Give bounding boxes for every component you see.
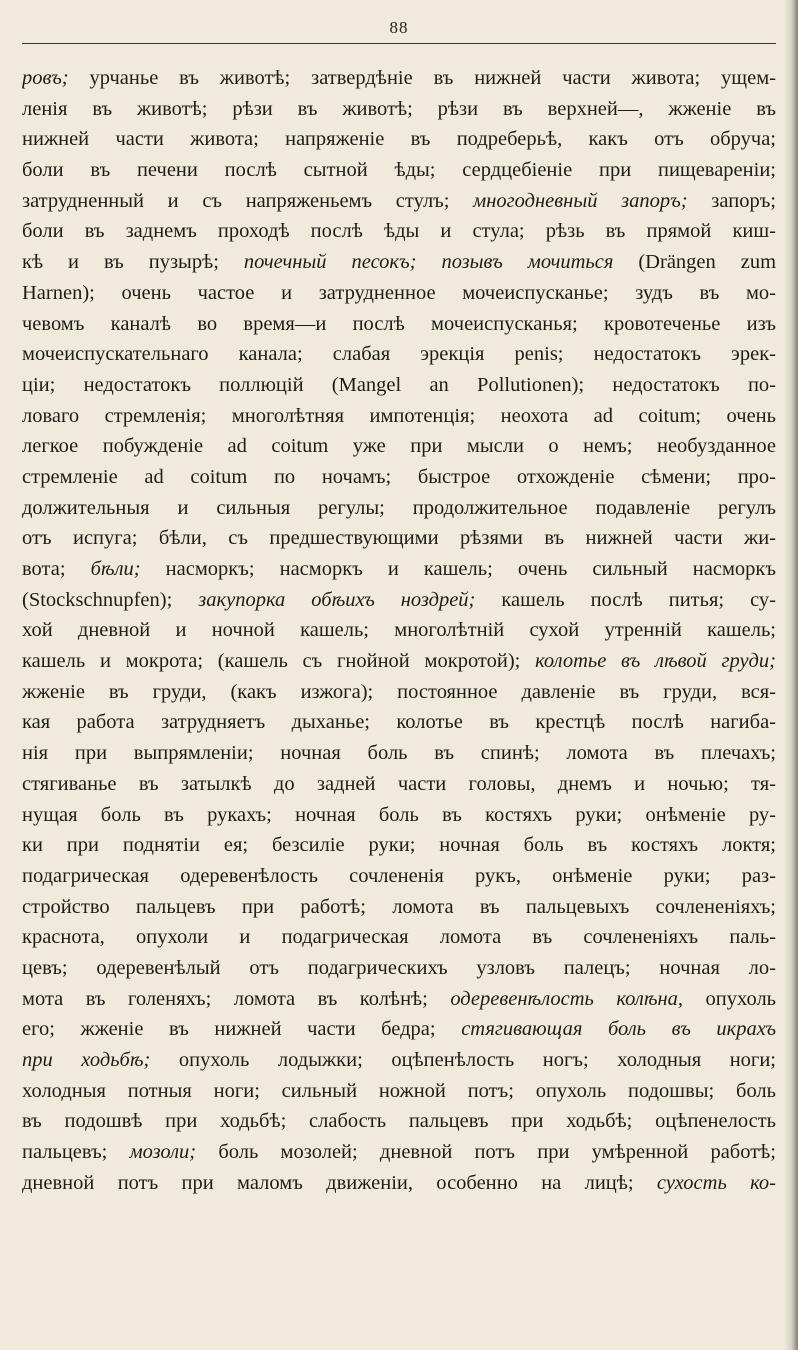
text-line [22,370,776,401]
italic-term: при ходьбѣ; [22,1049,151,1071]
text-line [22,63,776,94]
text-segment: Harnen); очень частое и затрудненное мочеиспусканье; зудъ въ мо- [22,281,776,304]
text-line [22,94,776,125]
text-line [22,401,776,432]
italic-term: мозоли; [129,1141,197,1164]
text-line [22,462,776,493]
italic-term: стягивающая боль въ икрахъ [461,1018,776,1041]
text-line [22,1014,776,1045]
text-segment: стремленіе ad coitum по ночамъ; быстрое отхожденіе сѣмени; про- [22,465,776,488]
text-segment: кѣ и въ пузырѣ; [22,251,244,274]
text-line [22,186,776,217]
text-segment: цевъ; одеревенѣлый отъ подагрическихъ узловъ палецъ; ночная ло- [22,956,776,979]
text-segment: жженіе въ груди, (какъ изжога); постоянное давленіе въ груди, вся- [22,680,776,703]
text-line [22,1168,776,1199]
text-segment: опухоль [683,987,776,1010]
italic-term: многодневный запоръ; [473,189,688,212]
text-segment: его; жженіе въ нижней части бедра; [22,1018,462,1041]
text-line [22,984,776,1015]
text-segment: (Drängen zum [613,251,776,274]
text-segment: холодныя потныя ноги; сильный ножной потъ; опухоль подошвы; боль [22,1079,776,1102]
text-segment: боли въ заднемъ проходѣ послѣ ѣды и стула; рѣзь въ прямой киш- [22,220,776,243]
text-line [22,1076,776,1107]
italic-term: почечный песокъ; позывъ мочиться [243,251,614,274]
page-edge-shadow [784,0,798,1350]
text-segment: боль мозолей; дневной потъ при умѣренной работѣ; [196,1141,776,1164]
italic-term: сухость ко- [656,1171,776,1194]
text-segment: ленія въ животѣ; рѣзи въ животѣ; рѣзи въ верхней—, жженіе въ [22,97,776,120]
italic-term: закупорка обѣихъ ноздрей; [198,588,476,611]
text-line [22,861,776,892]
text-line [22,646,776,677]
italic-term: одеревенѣлость колѣна, [450,987,684,1010]
text-segment: нія при выпрямленіи; ночная боль въ спинѣ; ломота въ плечахъ; [22,742,776,765]
text-segment: ціи; недостатокъ поллюцій (Mangel an Pollutionen); недостатокъ по- [22,373,776,396]
text-line [22,615,776,646]
text-line [22,155,776,186]
text-line [22,554,776,585]
text-line [22,339,776,370]
text-segment: кашель послѣ питья; су- [475,588,776,611]
text-segment: кашель и мокрота; (кашель съ гнойной мокротой); [22,650,536,673]
text-segment: дневной потъ при маломъ движеніи, особенно на лицѣ; [22,1171,657,1194]
text-line [22,1045,776,1076]
text-segment: въ подошвѣ при ходьбѣ; слабость пальцевъ при ходьбѣ; оцѣпенелость [22,1110,776,1133]
text-line [22,1137,776,1168]
header-rule [22,43,776,44]
text-line [22,677,776,708]
text-segment: урчанье въ животѣ; затвердѣніе въ нижней части живота; ущем- [68,67,776,89]
text-line [22,769,776,800]
text-line [22,247,776,278]
text-segment: опухоль лодыжки; оцѣпенѣлость ногъ; холодныя ноги; [150,1049,776,1071]
text-segment: легкое побужденіе ad coitum уже при мысли о немъ; необузданное [22,435,776,458]
body-text [22,63,776,1198]
text-line [22,523,776,554]
text-segment: краснота, опухоли и подагрическая ломота въ сочлененіяхъ паль- [22,926,776,949]
text-segment: отъ испуга; бѣли, съ предшествующими рѣзями въ нижней части жи- [22,527,776,550]
text-segment: (Stockschnupfen); [22,588,199,611]
text-segment: насморкъ; насморкъ и кашель; очень сильный насморкъ [140,558,776,580]
text-segment: стягиванье въ затылкѣ до задней части головы, днемъ и ночью; тя- [22,772,776,795]
text-line [22,953,776,984]
text-line [22,585,776,616]
text-segment: нижней части живота; напряженіе въ подреберьѣ, какъ отъ обруча; [22,128,776,151]
text-line [22,493,776,524]
text-segment: ки при поднятіи ея; безсиліе руки; ночная боль въ костяхъ локтя; [22,834,776,857]
text-line [22,216,776,247]
text-line [22,922,776,953]
page-number: 88 [389,18,409,37]
text-segment: подагрическая одеревенѣлость сочлененія рукъ, онѣменіе руки; раз- [22,864,776,887]
text-line [22,800,776,831]
text-segment: чевомъ каналѣ во время—и послѣ мочеиспусканья; кровотеченье изъ [22,312,776,335]
text-line [22,707,776,738]
text-segment: стройство пальцевъ при работѣ; ломота въ пальцевыхъ сочлененіяхъ; [22,895,776,918]
text-segment: затрудненный и съ напряженьемъ стулъ; [22,189,474,212]
text-segment: запоръ; [687,189,776,212]
text-line [22,431,776,462]
italic-term: ровъ; [22,67,69,89]
text-segment: хой дневной и ночной кашель; многолѣтній сухой утренній кашель; [22,619,776,642]
text-segment: нущая боль въ рукахъ; ночная боль въ костяхъ руки; онѣменіе ру- [22,803,776,826]
text-line [22,892,776,923]
text-line [22,278,776,309]
italic-term: бѣли; [90,558,141,580]
text-line [22,309,776,340]
italic-term: колотье въ лѣвой груди; [535,650,776,673]
text-line [22,1106,776,1137]
text-segment: пальцевъ; [22,1141,130,1164]
text-segment: ловаго стремленія; многолѣтняя импотенція; неохота ad coitum; очень [22,404,776,427]
text-line [22,738,776,769]
text-segment: вота; [22,558,91,580]
text-line [22,830,776,861]
text-segment: боли въ печени послѣ сытной ѣды; сердцебіеніе при пищевареніи; [22,159,776,182]
text-segment: мота въ голеняхъ; ломота въ колѣнѣ; [22,987,451,1010]
text-line [22,124,776,155]
text-segment: мочеиспускательнаго канала; слабая эрекція penis; недостатокъ эрек- [22,343,776,366]
text-segment: кая работа затрудняетъ дыханье; колотье въ крестцѣ послѣ нагиба- [22,711,776,734]
text-segment: должительныя и сильныя регулы; продолжительное подавленіе регулъ [22,496,776,519]
